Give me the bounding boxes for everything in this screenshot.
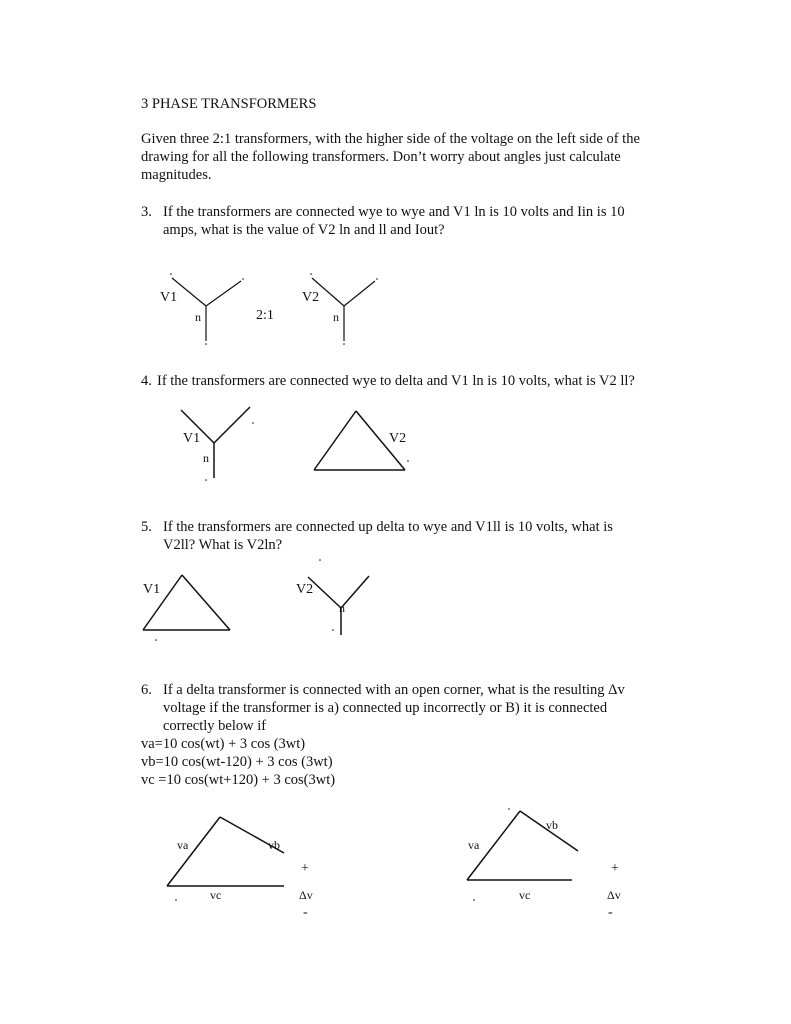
q6-right-va-label: va — [468, 838, 480, 852]
question-line: voltage if the transformer is a) connected up incorrectly or B) it is connected — [163, 700, 608, 716]
q3-right-neutral-label: n — [333, 310, 339, 324]
equation-vb: vb=10 cos(wt-120) + 3 cos (3wt) — [141, 754, 333, 770]
q6-left-va-label: va — [177, 838, 189, 852]
q6-left-vb-label: vb — [268, 838, 280, 852]
q4-v2-label: V2 — [389, 431, 407, 446]
question-number: 6. — [141, 682, 152, 698]
q3-ratio-label: 2:1 — [256, 308, 274, 323]
q6-left-minus-sign: - — [303, 905, 308, 920]
question-line: amps, what is the value of V2 ln and ll and Iout? — [163, 222, 445, 238]
q6-right-vc-label: vc — [519, 888, 531, 902]
q3-left-neutral-label: n — [195, 310, 201, 324]
q4-neutral-label: n — [203, 451, 209, 465]
q3-right-wye — [312, 278, 375, 341]
question-number: 4. — [141, 373, 152, 389]
question-line: If the transformers are connected up delta to wye and V1ll is 10 volts, what is — [163, 519, 613, 535]
q3-v2-label: V2 — [302, 290, 320, 305]
intro-paragraph: Given three 2:1 transformers, with the higher side of the voltage on the left side of the drawing for all the following transformers. Don’t worry about angles just calculate magnitudes. — [141, 131, 640, 183]
q6-left-delta-v-label: Δv — [299, 888, 313, 902]
question-line: If the transformers are connected wye to delta and V1 ln is 10 volts, what is V2 ll? — [157, 373, 635, 389]
q6-left-plus-sign: + — [301, 861, 309, 876]
q3-left-wye — [172, 278, 241, 341]
q6-right-delta-v-label: Δv — [607, 888, 621, 902]
q3-v1-label: V1 — [160, 290, 178, 305]
q6-right-minus-sign: - — [608, 905, 613, 920]
question-line: V2ll? What is V2ln? — [163, 537, 283, 553]
q4-v1-label: V1 — [183, 431, 201, 446]
q6-right-open-delta — [467, 811, 578, 880]
question-line: If the transformers are connected wye to wye and V1 ln is 10 volts and Iin is 10 — [163, 204, 625, 220]
question-line: correctly below if — [163, 718, 267, 734]
question-line: If a delta transformer is connected with an open corner, what is the resulting Δv — [163, 682, 625, 698]
question-number: 5. — [141, 519, 152, 535]
equation-vc: vc =10 cos(wt+120) + 3 cos(3wt) — [141, 772, 336, 788]
q6-right-plus-sign: + — [611, 861, 619, 876]
q5-neutral-label: n — [339, 601, 345, 615]
equation-va: va=10 cos(wt) + 3 cos (3wt) — [141, 736, 306, 752]
question-number: 3. — [141, 204, 152, 220]
page-title: 3 PHASE TRANSFORMERS — [141, 96, 317, 112]
q6-left-vc-label: vc — [210, 888, 222, 902]
q5-v2-label: V2 — [296, 582, 314, 597]
q6-right-vb-label: vb — [546, 818, 558, 832]
q5-v1-label: V1 — [143, 582, 161, 597]
